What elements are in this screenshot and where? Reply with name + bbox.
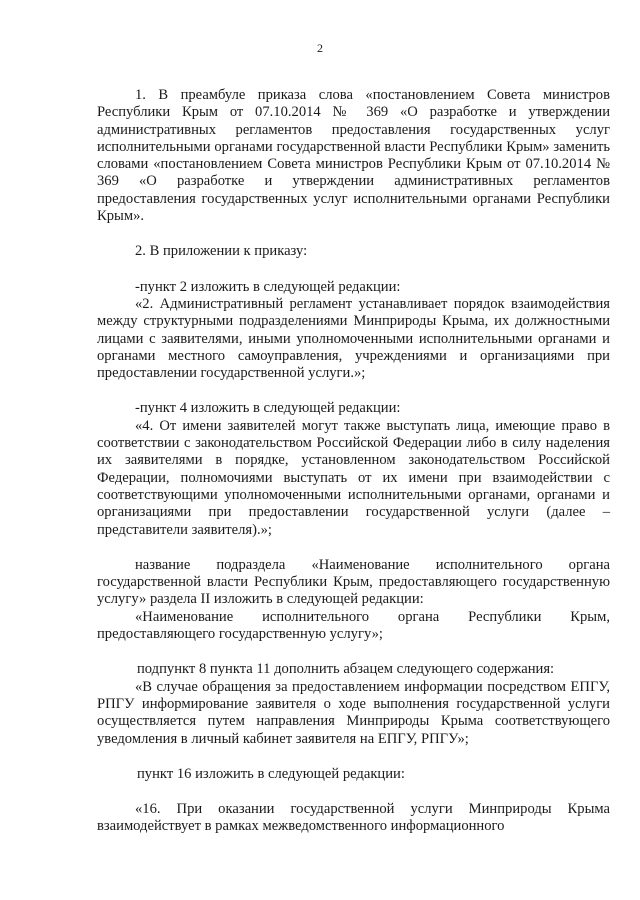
paragraph-item-16-text: «16. При оказании государственной услуги Минприроды Крыма взаимодействует в рамках межведомственного информационного <box>97 801 610 835</box>
paragraph-subsection-new-title: «Наименование исполнительного органа Республики Крым, предоставляющего государственную услугу»; <box>97 608 610 643</box>
document-body <box>97 87 610 836</box>
paragraph-item-2-heading: -пункт 2 изложить в следующей редакции: <box>135 278 401 295</box>
paragraph-item-4-text: «4. От имени заявителей могут также выступать лица, имеющие право в соответствии с законодательством Российской Федерации либо в силу наделения их заявителями в порядке, установленном законодательством Российской Федерации, полномочиями выступать от их имени при взаимодействии с соответствующими уполномоченными исполнительными органами, органами и организациями при предоставлении государственной услуги (далее – представители заявителя).»; <box>97 417 610 538</box>
paragraph-preamble-amendment: 1. В преамбуле приказа слова «постановлением Совета министров Республики Крым от 07.10.2014 № 369 «О разработке и утверждении административных регламентов предоставления государственных услуг исполнительными органами государственной власти Республики Крым» заменить словами «постановлением Совета министров Республики Крым от 07.10.2014 № 369 «О разработке и утверждении административных регламентов предоставления государственных услуг исполнительными органами Республики Крым». <box>97 87 610 225</box>
paragraph-appendix-intro: 2. В приложении к приказу: <box>135 243 308 260</box>
paragraph-item-16-heading: пункт 16 изложить в следующей редакции: <box>137 765 405 782</box>
paragraph-subsection-title: название подраздела «Наименование исполнительного органа государственной власти Республики Крым, предоставляющего государственную услугу» раздела II изложить в следующей редакции: <box>97 556 610 608</box>
paragraph-subitem-8-text: «В случае обращения за предоставлением информации посредством ЕПГУ, РПГУ информирование заявителя о ходе выполнения государственной услуги осуществляется путем направления Минприроды Крыма соответствующего уведомления в личный кабинет заявителя на ЕПГУ, РПГУ»; <box>97 678 610 747</box>
paragraph-item-2-text: «2. Административный регламент устанавливает порядок взаимодействия между структурными подразделениями Минприроды Крыма, их должностными лицами с заявителями, иными уполномоченными исполнительными органами и органами местного самоуправления, учреждениями и организациями при предоставлении государственной услуги.»; <box>97 295 610 382</box>
page-number: 2 <box>317 41 323 55</box>
paragraph-item-4-heading: -пункт 4 изложить в следующей редакции: <box>135 400 401 417</box>
paragraph-subitem-8-heading: подпункт 8 пункта 11 дополнить абзацем следующего содержания: <box>137 661 555 678</box>
